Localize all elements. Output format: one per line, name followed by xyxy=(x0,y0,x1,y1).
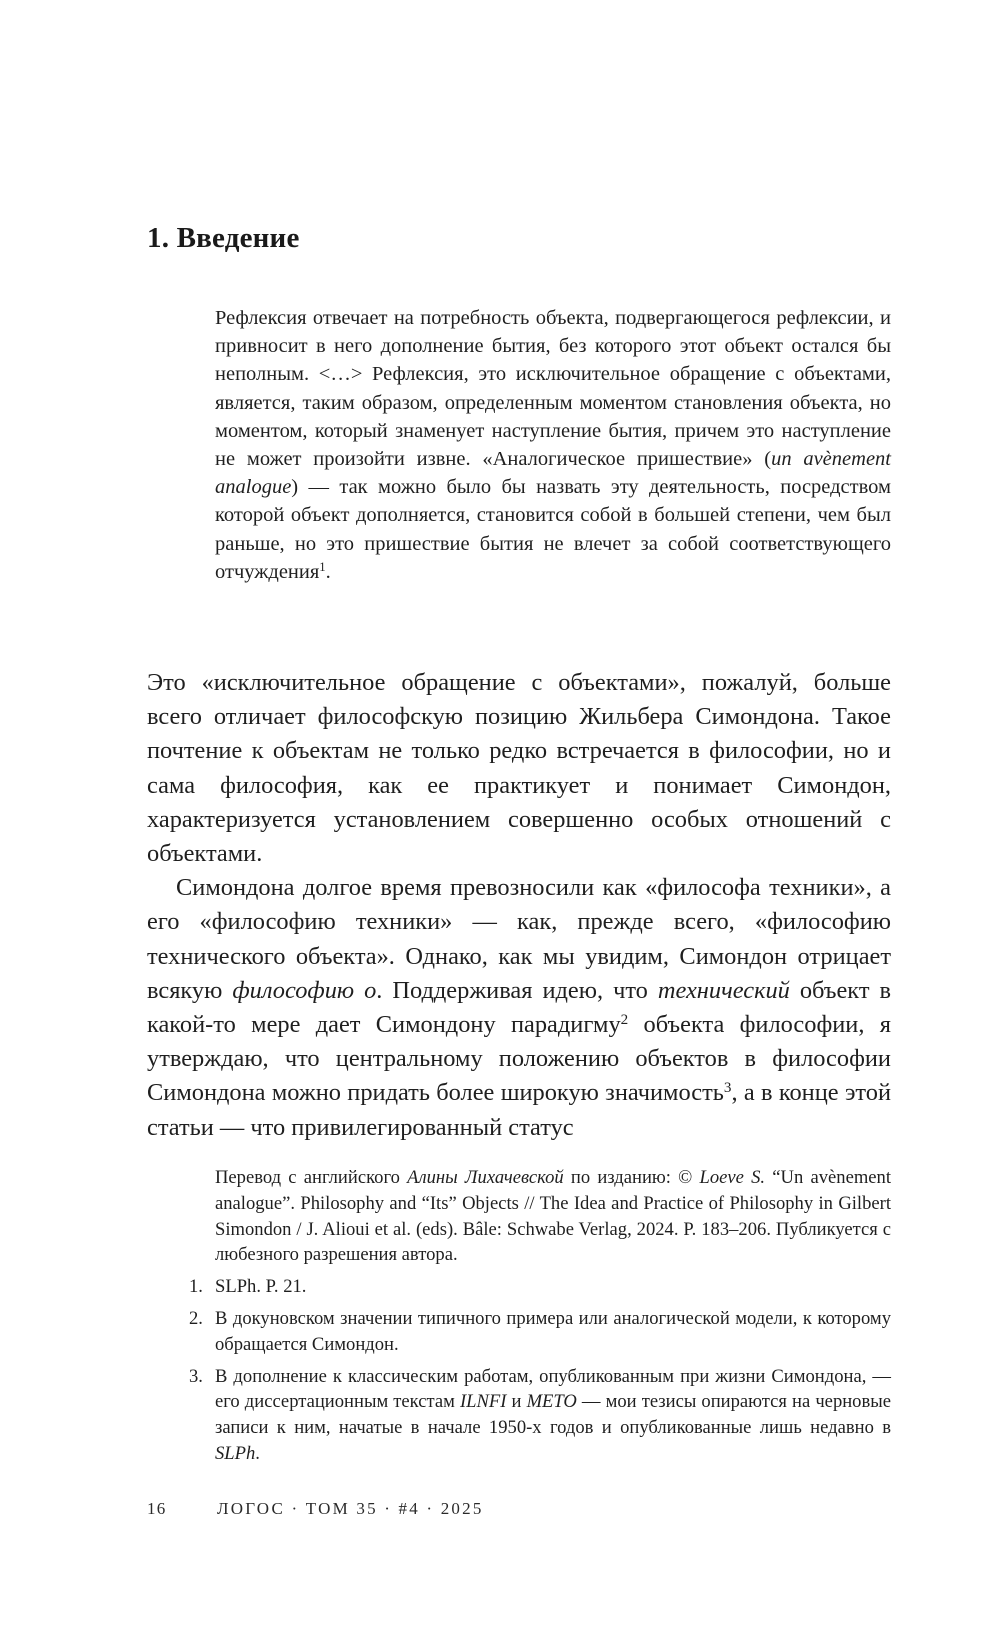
footnote-2 xyxy=(189,1306,891,1358)
footnote-list xyxy=(189,1274,892,1467)
running-head: ЛОГОС · ТОМ 35 · #4 · 2025 xyxy=(217,1499,484,1518)
footnote-text: В докуновском значении типичного примера или аналогической модели, к которому обращается Симондон. xyxy=(215,1307,891,1355)
epigraph-end: . xyxy=(325,560,331,583)
epigraph-quote xyxy=(215,304,891,586)
p2-text-b: . Поддерживая идею, что xyxy=(376,976,658,1004)
p2-italic-2: технический xyxy=(657,976,790,1004)
epigraph-text-1: Рефлексия отвечает на потребность объекта, подвергающегося рефлексии, и привносит в него дополнение бытия, без которого этот объект остался бы неполным. <…> Рефлексия, это исключительное обращение с объектами, является, таким образом, определенным моментом становления объекта, но моментом, который знаменует наступление бытия, причем это наступление не может произойти извне. «Аналогическое пришествие» ( xyxy=(215,307,891,471)
footnote-text: SLPh. P. 21. xyxy=(215,1276,307,1298)
footnote-italic-slph: SLPh xyxy=(215,1442,256,1464)
footnote-ref-1[interactable]: 1 xyxy=(319,559,326,574)
source-author: Loeve S. xyxy=(699,1167,766,1188)
translation-text-c: “Un avènement analogue”. Philosophy and “Its” Objects // The Idea and Practice of Philosophy in Gilbert Simondon / J. Alioui et al. (eds). Bâle: Schwabe Verlag, 2024. P. 183–206. Публикуется с любезного разрешения автора. xyxy=(215,1167,891,1266)
p2-text-c: объект в какой-то мере дает Симондону парадигму xyxy=(147,976,891,1039)
footnote-number: 3. xyxy=(189,1365,203,1387)
page-number: 16 xyxy=(147,1499,167,1518)
main-text xyxy=(147,666,891,1145)
footnotes xyxy=(189,1165,892,1473)
footnote-1 xyxy=(189,1274,891,1300)
footnote-italic-meto: METO xyxy=(526,1391,577,1413)
footnote-number: 2. xyxy=(189,1307,203,1329)
footnote-text-a: В дополнение к классическим работам, опубликованным при жизни Симондона, — его диссертационным текстам xyxy=(215,1365,891,1413)
footnote-ref-2[interactable]: 2 xyxy=(620,1011,629,1028)
translation-note xyxy=(215,1165,891,1268)
footnote-text-b: и xyxy=(506,1391,527,1413)
section-heading: 1. Введение xyxy=(147,222,300,254)
page-footer xyxy=(147,1499,484,1519)
p2-text-d: объекта философии, я утверждаю, что центральному положению объектов в философии Симондона можно придать более широкую значимость xyxy=(147,1011,891,1107)
epigraph-italic: un avènement analogue xyxy=(215,448,891,499)
translation-text-b: по изданию: © xyxy=(563,1167,700,1188)
footnote-3 xyxy=(189,1364,892,1467)
footnote-number: 1. xyxy=(189,1276,203,1298)
footnote-text-c: — мои тезисы опираются на черновые записи к ним, начатые в начале 1950-х годов и опубликованные лишь недавно в xyxy=(215,1391,892,1439)
translation-text-a: Перевод с английского xyxy=(215,1167,408,1188)
body-paragraph-2 xyxy=(147,871,891,1145)
footnote-text-d: . xyxy=(255,1442,260,1464)
p2-italic-1: философию о xyxy=(232,976,377,1004)
footnote-ref-3[interactable]: 3 xyxy=(723,1080,732,1097)
footnote-italic-ilnfi: ILNFI xyxy=(459,1391,507,1413)
p2-text-a: Симондона долгое время превозносили как «философа техники», а его «философию техники» — как, прежде всего, «философию технического объекта». Однако, как мы увидим, Симондон отрицает всякую xyxy=(147,874,891,1004)
epigraph-text-2: ) — так можно было бы назвать эту деятельность, посредством которой объект дополняется, становится собой в большей степени, чем был раньше, но это пришествие бытия не влечет за собой соответствующего отчуждения xyxy=(215,476,891,583)
body-paragraph-1: Это «исключительное обращение с объектами», пожалуй, больше всего отличает философскую позицию Жильбера Симондона. Такое почтение к объектам не только редко встречается в философии, но и сама философия, как ее практикует и понимает Симондон, характеризуется установлением совершенно особых отношений с объектами. xyxy=(147,669,891,868)
p2-text-e: , а в конце этой статьи — что привилегированный статус xyxy=(147,1079,891,1141)
translator-name: Алины Лихачевской xyxy=(407,1167,564,1188)
